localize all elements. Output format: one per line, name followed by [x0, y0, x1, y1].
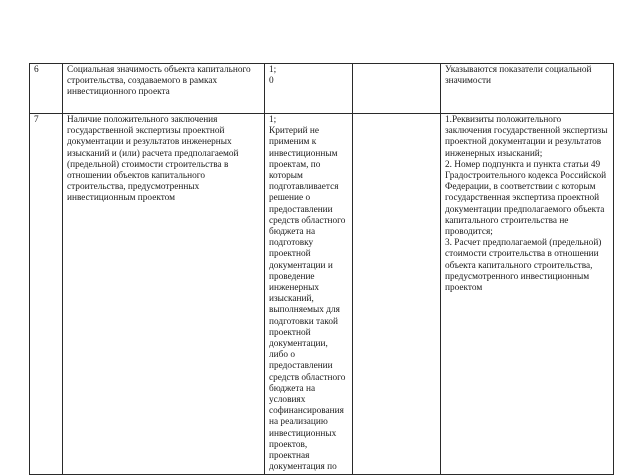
documents-cell: 1.Реквизиты положительного заключения государственной экспертизы проектной документации и результатов инженерных изысканий; 2. Номер подпункта и пункта статьи 49 Градостроительного кодекса Российской Федерации, в соответствии с которым государственная экспертиза проектной документации предполагаемого объекта капитального строительства не проводится; 3. Расчет предполагаемой (предельной) стоимости строительства в отношении объекта капитального строительства, предусмотренного инвестиционным проектом — [441, 114, 614, 475]
criteria-table — [29, 63, 614, 475]
score-cell: 1; 0 — [265, 64, 353, 114]
extra-cell — [353, 114, 441, 475]
criterion-name: Социальная значимость объекта капитального строительства, создаваемого в рамках инвестиционного проекта — [63, 64, 265, 114]
row-number: 6 — [30, 64, 63, 114]
score-cell — [265, 114, 353, 475]
criterion-name: Наличие положительного заключения государственной экспертизы проектной документации и результатов инженерных изысканий и (или) расчета предполагаемой (предельной) стоимости строительства в отношении объектов капитального строительства, предусмотренных инвестиционным проектом — [63, 114, 265, 475]
table-row — [30, 64, 614, 114]
row-number: 7 — [30, 114, 63, 475]
documents-cell: Указываются показатели социальной значимости — [441, 64, 614, 114]
extra-cell — [353, 64, 441, 114]
table-row — [30, 114, 614, 475]
criterion-note: Критерий не применим к инвестиционным проектам, по которым подготавливается решение о предоставлении средств областного бюджета на подготовку проектной документации и проведение инженерных изысканий, выполняемых для подготовки такой проектной документации, либо о предоставлении средств областного бюджета на условиях софинансирования на реализацию инвестиционных проектов, проектная документация по — [269, 126, 346, 473]
score-value: 1; — [269, 115, 277, 125]
